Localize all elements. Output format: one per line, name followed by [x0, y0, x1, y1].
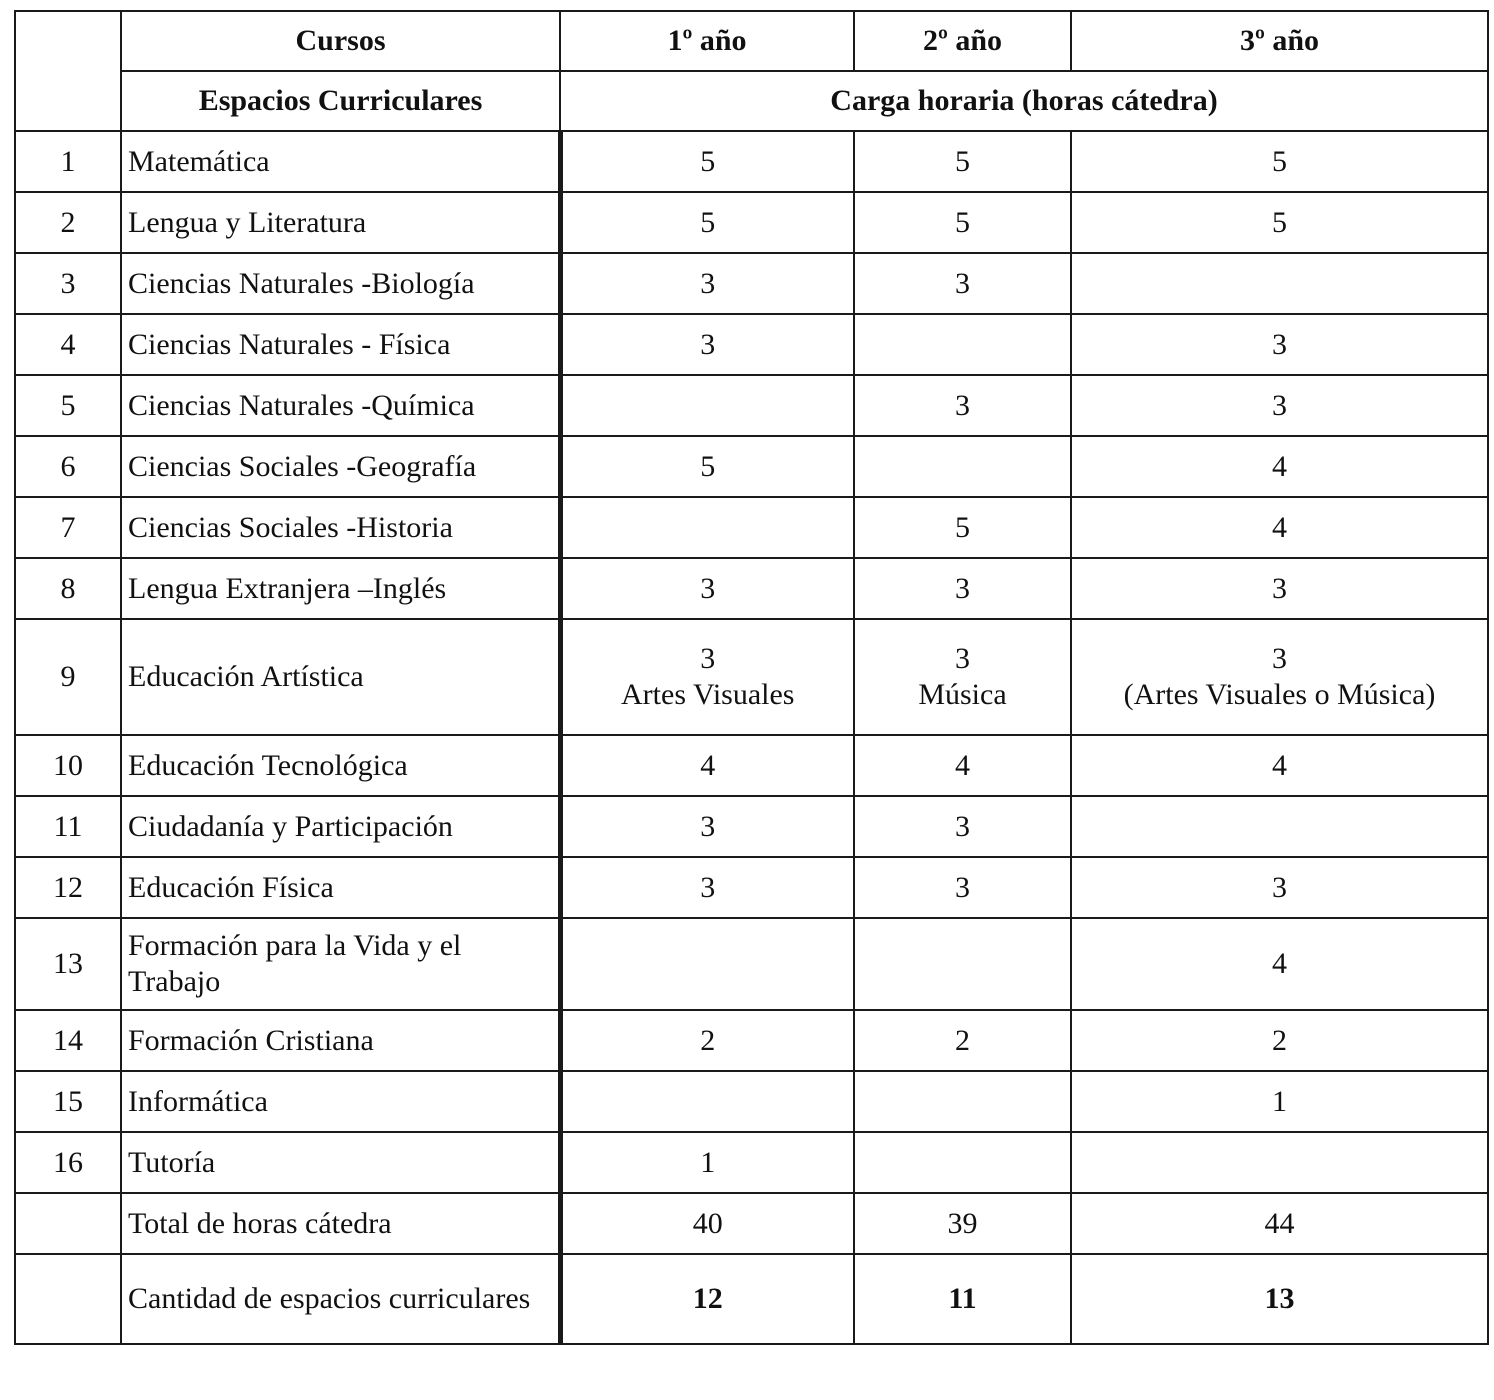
table-row	[15, 796, 1488, 857]
hours-year-3	[1071, 253, 1488, 314]
table-row	[15, 131, 1488, 192]
table-row	[15, 1132, 1488, 1193]
hours-year-3: 4	[1071, 497, 1488, 558]
count-label: Cantidad de espacios curriculares	[121, 1254, 560, 1344]
table-row	[15, 436, 1488, 497]
row-number: 16	[15, 1132, 121, 1193]
count-num-cell	[15, 1254, 121, 1344]
table-row	[15, 1010, 1488, 1071]
hours-year-2: 5	[854, 131, 1071, 192]
curriculum-table-container	[14, 10, 1489, 1345]
hours-year-3: 3	[1071, 558, 1488, 619]
hours-year-3	[1071, 1132, 1488, 1193]
row-number: 1	[15, 131, 121, 192]
hours-year-2	[854, 1071, 1071, 1132]
subject-name: Educación Artística	[121, 619, 560, 735]
hours-year-2: 3	[854, 796, 1071, 857]
hours-year-3: 5	[1071, 192, 1488, 253]
hours-year-1	[560, 375, 854, 436]
count-year-3: 13	[1071, 1254, 1488, 1344]
table-row	[15, 857, 1488, 918]
subject-name: Ciencias Sociales -Historia	[121, 497, 560, 558]
number-column-header	[15, 11, 121, 131]
row-number: 15	[15, 1071, 121, 1132]
cursos-header: Cursos	[121, 11, 560, 71]
hours-year-1: 2	[560, 1010, 854, 1071]
hours-value: 3	[1272, 642, 1287, 675]
year-2-header: 2º año	[854, 11, 1071, 71]
curriculum-table	[14, 10, 1489, 1345]
hours-year-3: 4	[1071, 735, 1488, 796]
subject-name: Ciudadanía y Participación	[121, 796, 560, 857]
hours-year-2: 3	[854, 857, 1071, 918]
row-number: 12	[15, 857, 121, 918]
totals-year-2: 39	[854, 1193, 1071, 1254]
row-number: 11	[15, 796, 121, 857]
table-row	[15, 192, 1488, 253]
hours-year-3: 3	[1071, 857, 1488, 918]
totals-year-1: 40	[560, 1193, 854, 1254]
row-number: 13	[15, 918, 121, 1010]
subject-name: Educación Física	[121, 857, 560, 918]
hours-value: 3	[955, 642, 970, 675]
hours-year-1	[560, 1071, 854, 1132]
hours-year-1: 3	[560, 857, 854, 918]
subject-name: Ciencias Naturales -Química	[121, 375, 560, 436]
totals-year-3: 44	[1071, 1193, 1488, 1254]
hours-year-1	[560, 918, 854, 1010]
hours-year-3: 3	[1071, 375, 1488, 436]
table-row	[15, 1071, 1488, 1132]
row-number: 14	[15, 1010, 121, 1071]
hours-year-1: 5	[560, 131, 854, 192]
row-number: 3	[15, 253, 121, 314]
totals-num-cell	[15, 1193, 121, 1254]
table-row	[15, 619, 1488, 735]
hours-year-3: 3	[1071, 314, 1488, 375]
hours-year-2: 3	[854, 558, 1071, 619]
subject-name: Educación Tecnológica	[121, 735, 560, 796]
hours-year-3	[1071, 796, 1488, 857]
hours-year-2	[854, 1132, 1071, 1193]
hours-year-3: 4	[1071, 436, 1488, 497]
row-number: 10	[15, 735, 121, 796]
hours-year-2: 5	[854, 497, 1071, 558]
hours-year-1: 3	[560, 796, 854, 857]
subject-name: Ciencias Naturales -Biología	[121, 253, 560, 314]
hours-year-3: 2	[1071, 1010, 1488, 1071]
row-number: 2	[15, 192, 121, 253]
hours-year-1: 3	[560, 253, 854, 314]
row-number: 5	[15, 375, 121, 436]
row-number: 7	[15, 497, 121, 558]
subject-name: Matemática	[121, 131, 560, 192]
table-row	[15, 253, 1488, 314]
hours-year-2: 4	[854, 735, 1071, 796]
carga-horaria-header: Carga horaria (horas cátedra)	[560, 71, 1488, 131]
hours-value: 3	[700, 642, 716, 675]
hours-year-1	[560, 619, 854, 735]
hours-note: (Artes Visuales o Música)	[1123, 678, 1436, 711]
table-row	[15, 918, 1488, 1010]
totals-row	[15, 1193, 1488, 1254]
table-row	[15, 314, 1488, 375]
count-year-2: 11	[854, 1254, 1071, 1344]
hours-note: Música	[918, 678, 1007, 711]
subject-name: Lengua y Literatura	[121, 192, 560, 253]
hours-year-1: 3	[560, 558, 854, 619]
hours-year-2: 5	[854, 192, 1071, 253]
count-year-1: 12	[560, 1254, 854, 1344]
table-row	[15, 497, 1488, 558]
hours-year-1: 1	[560, 1132, 854, 1193]
totals-label: Total de horas cátedra	[121, 1193, 560, 1254]
count-row	[15, 1254, 1488, 1344]
hours-year-1	[560, 497, 854, 558]
hours-year-2: 3	[854, 253, 1071, 314]
hours-year-1: 5	[560, 192, 854, 253]
table-body	[15, 131, 1488, 1193]
subject-name: Tutoría	[121, 1132, 560, 1193]
hours-note: Artes Visuales	[621, 678, 795, 711]
hours-year-1: 5	[560, 436, 854, 497]
hours-year-2	[854, 918, 1071, 1010]
subject-name: Ciencias Sociales -Geografía	[121, 436, 560, 497]
hours-year-3	[1071, 619, 1488, 735]
hours-year-3: 5	[1071, 131, 1488, 192]
hours-year-3: 4	[1071, 918, 1488, 1010]
row-number: 6	[15, 436, 121, 497]
hours-year-1: 4	[560, 735, 854, 796]
subject-name: Formación para la Vida y el Trabajo	[121, 918, 560, 1010]
row-number: 4	[15, 314, 121, 375]
hours-year-1: 3	[560, 314, 854, 375]
year-1-header: 1º año	[560, 11, 854, 71]
table-row	[15, 558, 1488, 619]
espacios-header: Espacios Curriculares	[121, 71, 560, 131]
header-row-espacios	[15, 71, 1488, 131]
row-number: 8	[15, 558, 121, 619]
hours-year-2: 3	[854, 375, 1071, 436]
hours-year-2	[854, 619, 1071, 735]
subject-name: Ciencias Naturales - Física	[121, 314, 560, 375]
subject-name: Informática	[121, 1071, 560, 1132]
hours-year-3: 1	[1071, 1071, 1488, 1132]
subject-name: Lengua Extranjera –Inglés	[121, 558, 560, 619]
hours-year-2	[854, 436, 1071, 497]
table-row	[15, 735, 1488, 796]
header-row-years	[15, 11, 1488, 71]
row-number: 9	[15, 619, 121, 735]
table-row	[15, 375, 1488, 436]
hours-year-2: 2	[854, 1010, 1071, 1071]
year-3-header: 3º año	[1071, 11, 1488, 71]
hours-year-2	[854, 314, 1071, 375]
subject-name: Formación Cristiana	[121, 1010, 560, 1071]
